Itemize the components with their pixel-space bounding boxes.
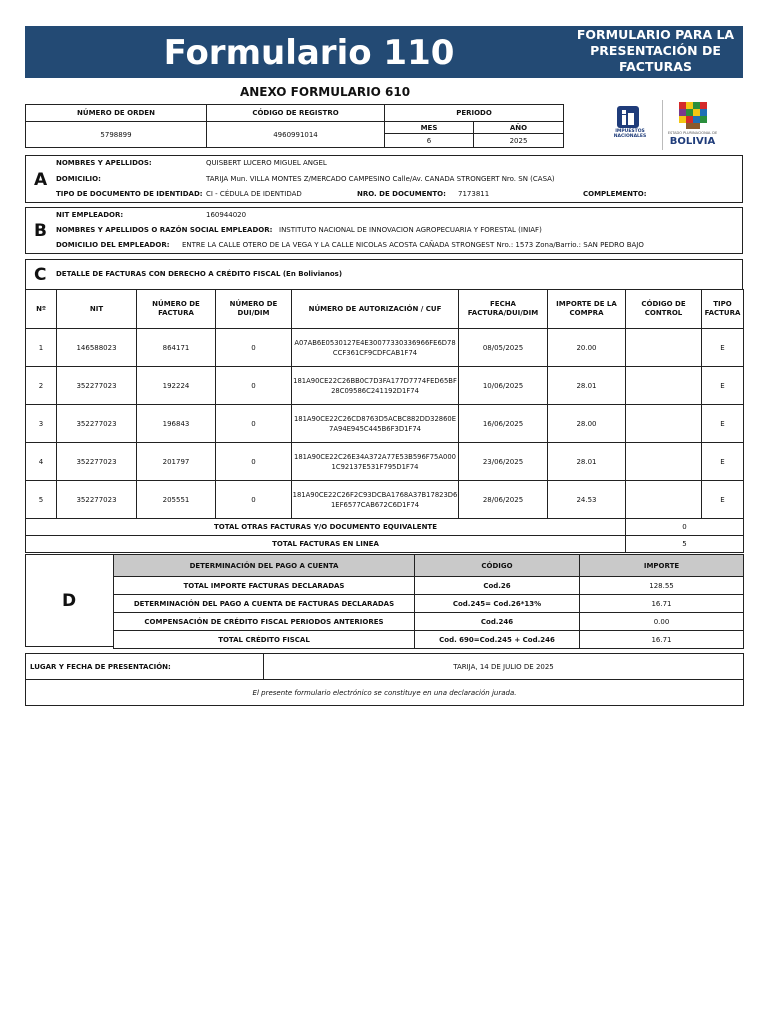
cell-dui: 0 — [216, 481, 292, 519]
cell-nit: 352277023 — [57, 367, 137, 405]
cell-importe: 28.00 — [548, 405, 626, 443]
facturas-header-row — [26, 290, 744, 329]
cell-control — [626, 481, 702, 519]
col-header: FECHA FACTURA/DUI/DIM — [459, 290, 548, 329]
cell-cuf: 181A90CE22C26F2C93DCBA1768A37B17823D61EF6577CAB672C6D1F74 — [292, 481, 459, 519]
cell-tipo: E — [702, 481, 744, 519]
lugar-label: LUGAR Y FECHA DE PRESENTACIÓN: — [26, 654, 264, 680]
cell-fecha: 16/06/2025 — [459, 405, 548, 443]
table-row — [26, 329, 744, 367]
impuestos-logo-icon — [600, 100, 660, 150]
section-a — [25, 155, 743, 203]
total-otras-row — [26, 519, 744, 536]
domicilio-empleador-label: DOMICILIO DEL EMPLEADOR: — [56, 241, 170, 249]
periodo-label: PERIODO — [385, 105, 564, 122]
orden-label: NÚMERO DE ORDEN — [26, 105, 207, 122]
cell-control — [626, 405, 702, 443]
lugar-table — [25, 653, 744, 706]
total-otras-value: 0 — [626, 519, 744, 536]
col-header: CÓDIGO DE CONTROL — [626, 290, 702, 329]
cell-cuf: 181A90CE22C26BB0C7D3FA177D7774FED65BF28C09586C241192D1F74 — [292, 367, 459, 405]
nit-empleador-value: 160944020 — [206, 211, 247, 219]
annex-title: ANEXO FORMULARIO 610 — [239, 85, 411, 99]
form-subtitle — [568, 27, 743, 77]
table-row — [114, 613, 744, 631]
cell-tipo: E — [702, 367, 744, 405]
table-row — [114, 595, 744, 613]
nro-doc-label: NRO. DE DOCUMENTO: — [357, 190, 446, 198]
cell-cuf: 181A90CE22C26CD8763D5ACBC882DD32860E7A94E945C445B6F3D1F74 — [292, 405, 459, 443]
total-otras-label: TOTAL OTRAS FACTURAS Y/O DOCUMENTO EQUIVALENTE — [26, 519, 626, 536]
col-header: NIT — [57, 290, 137, 329]
col-header: TIPO FACTURA — [702, 290, 744, 329]
cell-control — [626, 329, 702, 367]
cell-n: 5 — [26, 481, 57, 519]
bolivia-caption: BOLIVIA — [669, 136, 716, 147]
section-c-title: DETALLE DE FACTURAS CON DERECHO A CRÉDITO FISCAL (En Bolivianos) — [56, 270, 343, 278]
det-concepto: COMPENSACIÓN DE CRÉDITO FISCAL PERIODOS ANTERIORES — [114, 613, 415, 631]
table-row — [26, 405, 744, 443]
razon-social-value: INSTITUTO NACIONAL DE INNOVACION AGROPECUARIA Y FORESTAL (INIAF) — [279, 226, 542, 234]
mes-value: 6 — [385, 134, 474, 148]
determinacion-header-row — [114, 555, 744, 577]
det-codigo: Cod.246 — [415, 613, 580, 631]
form-title: Formulario 110 — [163, 33, 455, 73]
cell-n: 1 — [26, 329, 57, 367]
cell-dui: 0 — [216, 329, 292, 367]
cell-importe: 24.53 — [548, 481, 626, 519]
det-codigo: Cod. 690=Cod.245 + Cod.246 — [415, 631, 580, 649]
cell-importe: 28.01 — [548, 367, 626, 405]
table-row — [26, 481, 744, 519]
det-concepto: TOTAL CRÉDITO FISCAL — [114, 631, 415, 649]
registro-value: 4960991014 — [207, 122, 385, 148]
cell-nit: 352277023 — [57, 443, 137, 481]
cell-factura: 192224 — [137, 367, 216, 405]
impuestos-caption: IMPUESTOS NACIONALES — [613, 129, 647, 139]
total-linea-value: 5 — [626, 536, 744, 553]
det-codigo: Cod.26 — [415, 577, 580, 595]
nit-empleador-label: NIT EMPLEADOR: — [56, 211, 124, 219]
section-a-letter: A — [34, 170, 48, 190]
cell-dui: 0 — [216, 405, 292, 443]
det-importe: 128.55 — [580, 577, 744, 595]
cell-fecha: 28/06/2025 — [459, 481, 548, 519]
cell-nit: 146588023 — [57, 329, 137, 367]
bolivia-logo — [665, 98, 720, 154]
nombres-label: NOMBRES Y APELLIDOS: — [56, 159, 152, 167]
total-linea-row — [26, 536, 744, 553]
det-col-header: DETERMINACIÓN DEL PAGO A CUENTA — [114, 555, 415, 577]
domicilio-empleador-value: ENTRE LA CALLE OTERO DE LA VEGA Y LA CALLE NICOLAS ACOSTA CAÑADA STRONGEST Nro.: 1573 Zona/Barrio.: SAN PEDRO BAJO — [182, 241, 644, 249]
cell-fecha: 23/06/2025 — [459, 443, 548, 481]
cell-factura: 201797 — [137, 443, 216, 481]
cell-n: 4 — [26, 443, 57, 481]
cell-control — [626, 443, 702, 481]
nro-doc-value: 7173811 — [458, 190, 490, 198]
det-concepto: TOTAL IMPORTE FACTURAS DECLARADAS — [114, 577, 415, 595]
nombres-value: QUISBERT LUCERO MIGUEL ANGEL — [206, 159, 327, 167]
declaracion-jurada-note: El presente formulario electrónico se constituye en una declaración jurada. — [26, 680, 744, 706]
cell-factura: 196843 — [137, 405, 216, 443]
cell-importe: 20.00 — [548, 329, 626, 367]
facturas-table — [25, 289, 744, 553]
cell-tipo: E — [702, 405, 744, 443]
cell-tipo: E — [702, 329, 744, 367]
cell-factura: 864171 — [137, 329, 216, 367]
domicilio-value: TARIJA Mun. VILLA MONTES Z/MERCADO CAMPESINO Calle/Av. CANADA STRONGERT Nro. SN (CASA) — [206, 175, 555, 183]
det-concepto: DETERMINACIÓN DEL PAGO A CUENTA DE FACTURAS DECLARADAS — [114, 595, 415, 613]
cell-cuf: 181A90CE22C26E34A372A77E53B596F75A0001C92137E531F795D1F74 — [292, 443, 459, 481]
lugar-value: TARIJA, 14 DE JULIO DE 2025 — [264, 654, 744, 680]
section-b — [25, 207, 743, 254]
subtitle-line: PRESENTACIÓN DE — [590, 43, 721, 58]
det-importe: 0.00 — [580, 613, 744, 631]
impuestos-nacionales-logo — [600, 100, 660, 150]
det-importe: 16.71 — [580, 595, 744, 613]
mes-label: MES — [385, 122, 474, 134]
tipo-doc-label: TIPO DE DOCUMENTO DE IDENTIDAD: — [56, 190, 203, 198]
tipo-doc-value: CI - CÉDULA DE IDENTIDAD — [206, 190, 302, 198]
section-c-letter: C — [34, 265, 47, 285]
cell-n: 3 — [26, 405, 57, 443]
det-importe: 16.71 — [580, 631, 744, 649]
cell-nit: 352277023 — [57, 481, 137, 519]
complemento-label: COMPLEMENTO: — [583, 190, 647, 198]
section-c-header — [25, 259, 743, 290]
cell-importe: 28.01 — [548, 443, 626, 481]
cell-nit: 352277023 — [57, 405, 137, 443]
cell-n: 2 — [26, 367, 57, 405]
cell-cuf: A07AB6E0530127E4E30077330336966FE6D78CCF361CF9CDFCAB1F74 — [292, 329, 459, 367]
razon-social-label: NOMBRES Y APELLIDOS O RAZÓN SOCIAL EMPLEADOR: — [56, 226, 273, 234]
logo-divider — [662, 100, 663, 150]
total-linea-label: TOTAL FACTURAS EN LINEA — [26, 536, 626, 553]
anio-value: 2025 — [474, 134, 564, 148]
cell-dui: 0 — [216, 443, 292, 481]
col-header: NÚMERO DE FACTURA — [137, 290, 216, 329]
section-d-letter: D — [62, 591, 77, 611]
subtitle-line: FACTURAS — [619, 59, 692, 74]
col-header: Nº — [26, 290, 57, 329]
identification-table — [25, 104, 564, 148]
section-d-letter-box — [25, 554, 114, 647]
orden-value: 5798899 — [26, 122, 207, 148]
anio-label: AÑO — [474, 122, 564, 134]
cell-factura: 205551 — [137, 481, 216, 519]
cell-fecha: 10/06/2025 — [459, 367, 548, 405]
col-header: NÚMERO DE AUTORIZACIÓN / CUF — [292, 290, 459, 329]
domicilio-label: DOMICILIO: — [56, 175, 101, 183]
table-row — [114, 577, 744, 595]
det-col-header: CÓDIGO — [415, 555, 580, 577]
bolivia-small-caption: ESTADO PLURINACIONAL DE — [667, 131, 718, 135]
determinacion-table — [113, 554, 744, 649]
table-row — [26, 367, 744, 405]
registro-label: CÓDIGO DE REGISTRO — [207, 105, 385, 122]
section-b-letter: B — [34, 221, 47, 241]
det-codigo: Cod.245= Cod.26*13% — [415, 595, 580, 613]
cell-fecha: 08/05/2025 — [459, 329, 548, 367]
subtitle-line: FORMULARIO PARA LA — [576, 27, 735, 42]
det-col-header: IMPORTE — [580, 555, 744, 577]
cell-tipo: E — [702, 443, 744, 481]
table-row — [26, 443, 744, 481]
col-header: IMPORTE DE LA COMPRA — [548, 290, 626, 329]
cell-control — [626, 367, 702, 405]
table-row — [114, 631, 744, 649]
cell-dui: 0 — [216, 367, 292, 405]
col-header: NÚMERO DE DUI/DIM — [216, 290, 292, 329]
